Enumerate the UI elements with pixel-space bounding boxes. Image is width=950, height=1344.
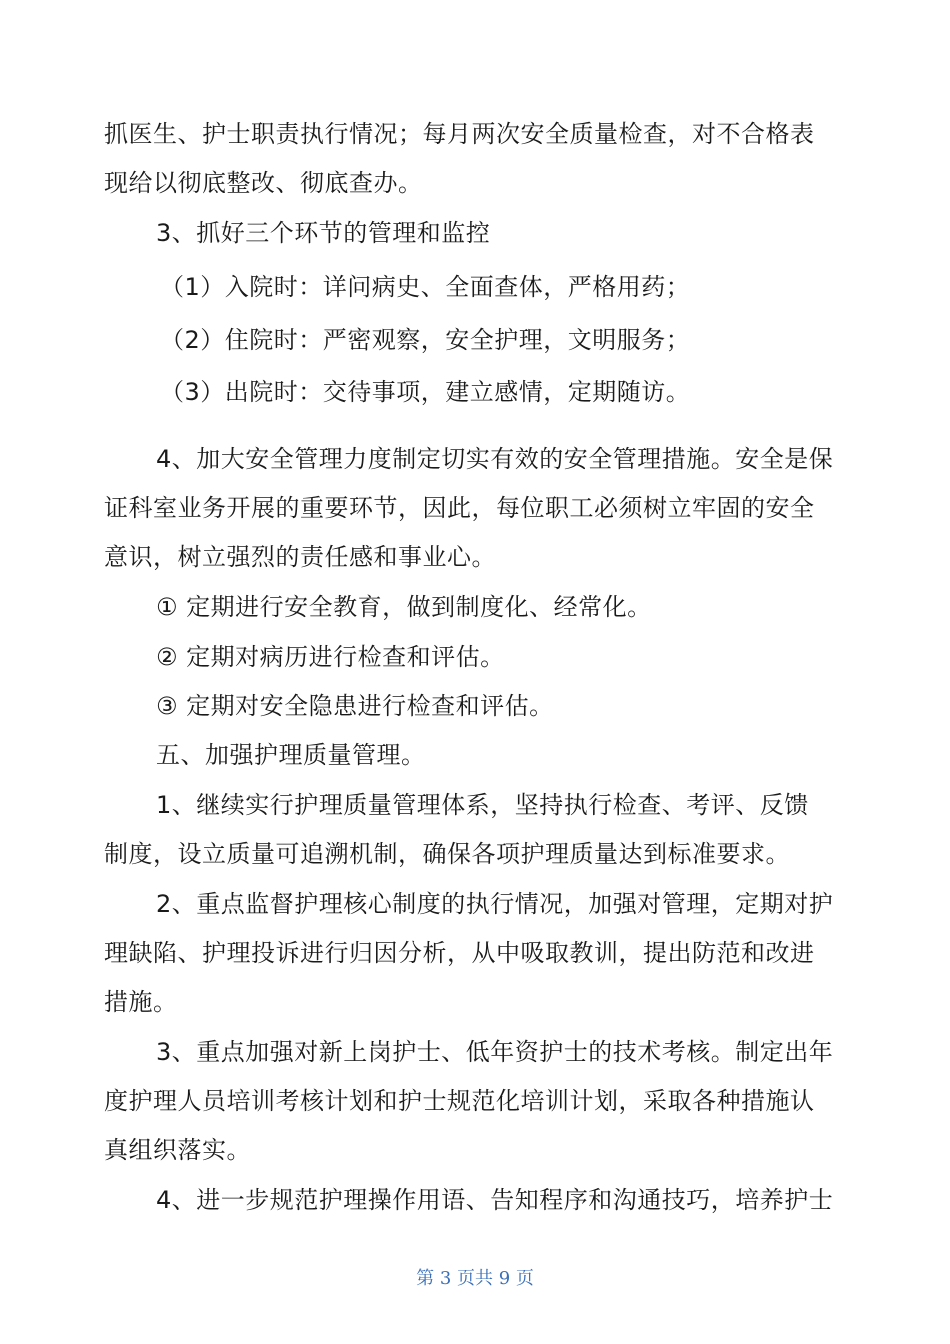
list-item: ③ 定期对安全隐患进行检查和评估。 bbox=[156, 692, 554, 720]
body-line: 2、重点监督护理核心制度的执行情况，加强对管理，定期对护 bbox=[156, 890, 834, 918]
body-line: 措施。 bbox=[104, 988, 178, 1016]
body-line: 3、重点加强对新上岗护士、低年资护士的技术考核。制定出年 bbox=[156, 1038, 834, 1066]
body-line: 意识，树立强烈的责任感和事业心。 bbox=[104, 543, 496, 571]
body-line: 理缺陷、护理投诉进行归因分析，从中吸取教训，提出防范和改进 bbox=[104, 939, 815, 967]
body-line: 抓医生、护士职责执行情况；每月两次安全质量检查，对不合格表 bbox=[104, 120, 815, 148]
list-item: ② 定期对病历进行检查和评估。 bbox=[156, 643, 505, 671]
section-heading: 3、抓好三个环节的管理和监控 bbox=[156, 219, 491, 247]
body-line: 4、进一步规范护理操作用语、告知程序和沟通技巧，培养护士 bbox=[156, 1186, 834, 1214]
page-number-footer: 第 3 页共 9 页 bbox=[416, 1268, 534, 1289]
list-item: ① 定期进行安全教育，做到制度化、经常化。 bbox=[156, 593, 652, 621]
body-line: 证科室业务开展的重要环节，因此，每位职工必须树立牢固的安全 bbox=[104, 494, 815, 522]
section-heading: 五、加强护理质量管理。 bbox=[156, 741, 426, 769]
list-item: （2）住院时：严密观察，安全护理，文明服务； bbox=[160, 326, 691, 354]
body-line: 1、继续实行护理质量管理体系，坚持执行检查、考评、反馈 bbox=[156, 791, 809, 819]
list-item: （1）入院时：详问病史、全面查体，严格用药； bbox=[160, 273, 691, 301]
body-line: 真组织落实。 bbox=[104, 1136, 251, 1164]
body-line: 4、加大安全管理力度制定切实有效的安全管理措施。安全是保 bbox=[156, 445, 834, 473]
body-line: 制度，设立质量可追溯机制，确保各项护理质量达到标准要求。 bbox=[104, 840, 790, 868]
body-line: 度护理人员培训考核计划和护士规范化培训计划，采取各种措施认 bbox=[104, 1087, 815, 1115]
list-item: （3）出院时：交待事项，建立感情，定期随访。 bbox=[160, 378, 691, 406]
body-line: 现给以彻底整改、彻底查办。 bbox=[104, 169, 423, 197]
